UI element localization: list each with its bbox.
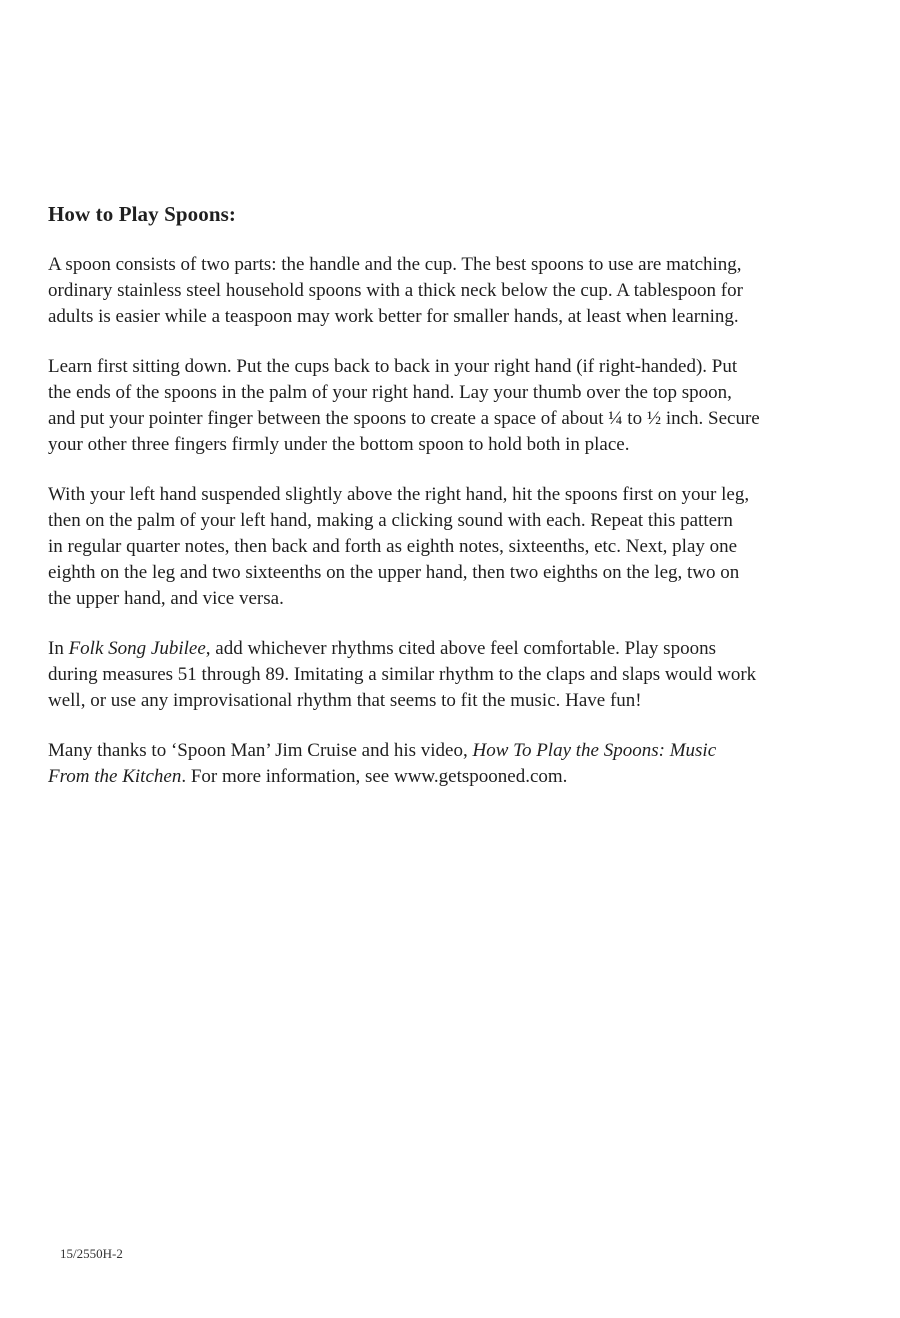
paragraph-line: Learn first sitting down. Put the cups back to back in your right hand (if right-handed). Put xyxy=(48,356,738,377)
video-title-part: How To Play the Spoons: Music xyxy=(472,740,717,761)
paragraph-line: then on the palm of your left hand, making a clicking sound with each. Repeat this pattern xyxy=(48,510,733,531)
paragraph-acknowledgements xyxy=(48,738,858,790)
paragraph-line: your other three fingers firmly under the bottom spoon to hold both in place. xyxy=(48,434,630,455)
paragraph-line: adults is easier while a teaspoon may work better for smaller hands, at least when learning. xyxy=(48,306,739,327)
paragraph-line: during measures 51 through 89. Imitating a similar rhythm to the claps and slaps would work xyxy=(48,664,757,685)
paragraph-hand-position xyxy=(48,354,858,458)
paragraph-line: the ends of the spoons in the palm of your right hand. Lay your thumb over the top spoon, xyxy=(48,382,732,403)
text-fragment: . For more information, see www.getspooned.com. xyxy=(181,766,568,787)
paragraph-line: in regular quarter notes, then back and forth as eighth notes, sixteenths, etc. Next, play one xyxy=(48,536,738,557)
page-title: How to Play Spoons: xyxy=(48,202,237,226)
text-fragment: Many thanks to ‘Spoon Man’ Jim Cruise and his video, xyxy=(48,740,473,761)
paragraph-line: ordinary stainless steel household spoons with a thick neck below the cup. A tablespoon for xyxy=(48,280,743,301)
catalog-code: 15/2550H-2 xyxy=(60,1246,123,1261)
paragraph-line: well, or use any improvisational rhythm that seems to fit the music. Have fun! xyxy=(48,690,642,711)
document-content xyxy=(48,200,858,814)
song-title: Folk Song Jubilee xyxy=(68,638,206,659)
paragraph-line xyxy=(48,764,858,790)
video-title-part: From the Kitchen xyxy=(48,766,182,787)
paragraph-line: and put your pointer finger between the spoons to create a space of about ¼ to ½ inch. Secure xyxy=(48,408,760,429)
paragraph-line: A spoon consists of two parts: the handle and the cup. The best spoons to use are matching, xyxy=(48,254,742,275)
text-fragment: , add whichever rhythms cited above feel comfortable. Play spoons xyxy=(205,638,716,659)
paragraph-line xyxy=(48,738,858,764)
paragraph-line xyxy=(48,636,858,662)
paragraph-line: With your left hand suspended slightly above the right hand, hit the spoons first on your leg, xyxy=(48,484,750,505)
paragraph-line: eighth on the leg and two sixteenths on the upper hand, then two eighths on the leg, two on xyxy=(48,562,740,583)
paragraph-folk-song-jubilee xyxy=(48,636,858,714)
text-fragment: In xyxy=(48,638,69,659)
paragraph-line: the upper hand, and vice versa. xyxy=(48,588,284,609)
paragraph-playing-pattern xyxy=(48,482,858,612)
paragraph-spoon-parts xyxy=(48,252,858,330)
